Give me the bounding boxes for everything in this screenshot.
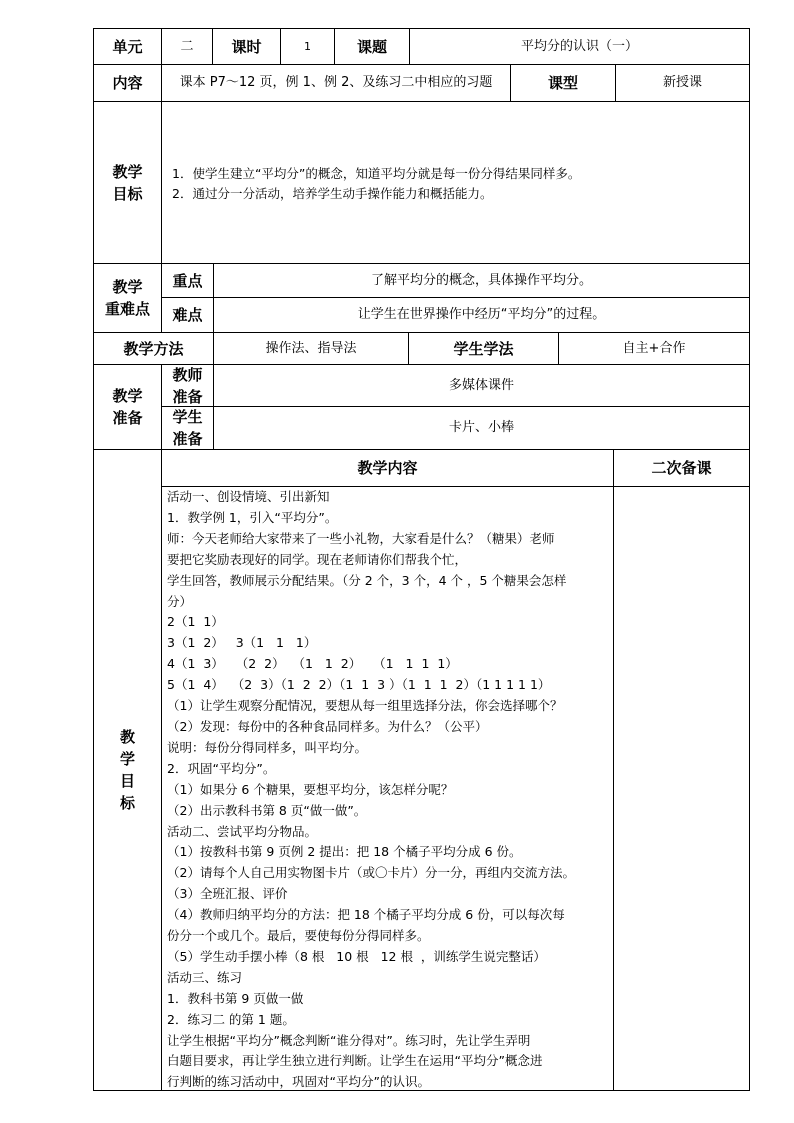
content-line: （1）按教科书第 9 页例 2 提出：把 18 个橘子平均分成 6 份。 bbox=[167, 844, 522, 860]
goals-list bbox=[172, 164, 580, 204]
content-line: 5（1 4） （2 3）（1 2 2）（1 1 3 ）（1 1 1 2）（1 1 1 1 1） bbox=[167, 677, 551, 693]
content-line: （1）如果分 6 个糖果，要想平均分，该怎样分呢？ bbox=[167, 781, 454, 797]
goals-label-line2: 目标 bbox=[112, 184, 143, 203]
content-header: 教学内容 bbox=[161, 449, 614, 487]
content-line: （1）让学生观察分配情况，要想从每一组里选择分法，你会选择哪个？ bbox=[167, 698, 563, 714]
student-prep-value: 卡片、小棒 bbox=[213, 406, 750, 450]
preparation-label bbox=[93, 364, 162, 450]
content-label: 内容 bbox=[93, 64, 162, 102]
content-line: 2（1 1） bbox=[167, 614, 224, 630]
content-line: 活动二、尝试平均分物品。 bbox=[167, 823, 318, 839]
preparation-label-line1: 教学 bbox=[112, 387, 143, 405]
content-line: （5）学生动手摆小棒（8 根 10 根 12 根 ，训练学生说完整话） bbox=[167, 948, 546, 964]
second-prep-header: 二次备课 bbox=[613, 449, 750, 487]
teaching-method-label: 教学方法 bbox=[93, 332, 214, 365]
content-line: （4）教师归纳平均分的方法：把 18 个橘子平均分成 6 份，可以每次每 bbox=[167, 907, 565, 923]
content-line: 活动一、创设情境、引出新知 bbox=[167, 489, 330, 504]
content-line: 让学生根据“平均分”概念判断“谁分得对”。练习时，先让学生弄明 bbox=[167, 1032, 531, 1048]
content-line: （2）请每个人自己用实物图卡片（或〇卡片）分一分，再组内交流方法。 bbox=[167, 865, 575, 881]
content-line: 分） bbox=[167, 593, 193, 609]
content-line: （3）全班汇报、评价 bbox=[167, 886, 288, 902]
content-line: 活动三、练习 bbox=[167, 969, 243, 985]
content-line: 说明：每份分得同样多，叫平均分。 bbox=[167, 739, 368, 755]
key-points-label bbox=[93, 263, 162, 333]
process-side-char: 教 bbox=[119, 728, 135, 746]
student-prep-label bbox=[161, 406, 214, 450]
content-line: 份分一个或几个。最后，要使每份分得同样多。 bbox=[167, 928, 430, 944]
second-prep-body bbox=[613, 486, 750, 1091]
content-line: 2．巩固“平均分”。 bbox=[167, 760, 276, 776]
content-value: 课本 P7～12 页，例 1、例 2、及练习二中相应的习题 bbox=[161, 64, 511, 102]
content-line: 学生回答，教师展示分配结果。（分 2 个，3 个，4 个 ，5 个糖果会怎样 bbox=[167, 572, 567, 588]
focus-value: 了解平均分的概念，具体操作平均分。 bbox=[213, 263, 750, 298]
period-label: 课时 bbox=[212, 28, 281, 65]
unit-label: 单元 bbox=[93, 28, 162, 65]
preparation-label-line2: 准备 bbox=[112, 409, 143, 427]
teacher-prep-label bbox=[161, 364, 214, 407]
key-points-label-line1: 教学 bbox=[112, 278, 143, 296]
lesson-type-value: 新授课 bbox=[615, 64, 750, 102]
content-line: （2）发现：每份中的各种食品同样多。为什么？（公平） bbox=[167, 718, 488, 734]
topic-label: 课题 bbox=[334, 28, 410, 65]
process-side-char: 标 bbox=[119, 794, 135, 812]
content-line: 4（1 3） （2 2） （1 1 2） （1 1 1 1） bbox=[167, 656, 458, 672]
process-side-char: 目 bbox=[119, 772, 135, 790]
goals-label-line1: 教学 bbox=[112, 162, 143, 181]
content-line: 师：今天老师给大家带来了一些小礼物，大家看是什么？（糖果）老师 bbox=[167, 530, 555, 546]
teaching-method-value: 操作法、指导法 bbox=[213, 332, 409, 365]
content-line: 1．教学例 1，引入“平均分”。 bbox=[167, 509, 338, 525]
teaching-content-text bbox=[167, 487, 611, 1093]
unit-value: 二 bbox=[161, 28, 213, 65]
learning-method-label: 学生学法 bbox=[408, 332, 559, 365]
period-value: 1 bbox=[280, 28, 335, 65]
goal-item: 1．使学生建立“平均分”的概念，知道平均分就是每一份分得结果同样多。 bbox=[172, 166, 581, 181]
teacher-prep-label-line1: 教师 bbox=[172, 365, 203, 384]
student-prep-label-line2: 准备 bbox=[172, 430, 203, 448]
difficulty-value: 让学生在世界操作中经历“平均分”的过程。 bbox=[213, 297, 750, 333]
content-line: 2．练习二 的第 1 题。 bbox=[167, 1011, 295, 1027]
focus-label: 重点 bbox=[161, 263, 214, 298]
content-line: 1．教科书第 9 页做一做 bbox=[167, 990, 304, 1006]
teacher-prep-label-line2: 准备 bbox=[172, 387, 203, 406]
topic-value: 平均分的认识（一） bbox=[409, 28, 750, 65]
goals-label bbox=[93, 101, 162, 264]
process-side-label bbox=[93, 449, 162, 1091]
learning-method-value: 自主+合作 bbox=[558, 332, 750, 365]
goal-item: 2．通过分一分活动，培养学生动手操作能力和概括能力。 bbox=[172, 186, 493, 201]
difficulty-label: 难点 bbox=[161, 297, 214, 333]
content-line: 行判断的练习活动中，巩固对“平均分”的认识。 bbox=[167, 1074, 430, 1090]
content-line: 3（1 2） 3（1 1 1） bbox=[167, 635, 317, 651]
process-side-char: 学 bbox=[119, 750, 135, 768]
content-line: 白题目要求，再让学生独立进行判断。让学生在运用“平均分”概念进 bbox=[167, 1053, 543, 1069]
content-line: 要把它奖励表现好的同学。现在老师请你们帮我个忙， bbox=[167, 551, 468, 567]
content-line: （2）出示教科书第 8 页“做一做”。 bbox=[167, 802, 367, 818]
teacher-prep-value: 多媒体课件 bbox=[213, 364, 750, 407]
student-prep-label-line1: 学生 bbox=[172, 408, 203, 426]
lesson-type-label: 课型 bbox=[510, 64, 616, 102]
key-points-label-line2: 重难点 bbox=[104, 300, 150, 318]
